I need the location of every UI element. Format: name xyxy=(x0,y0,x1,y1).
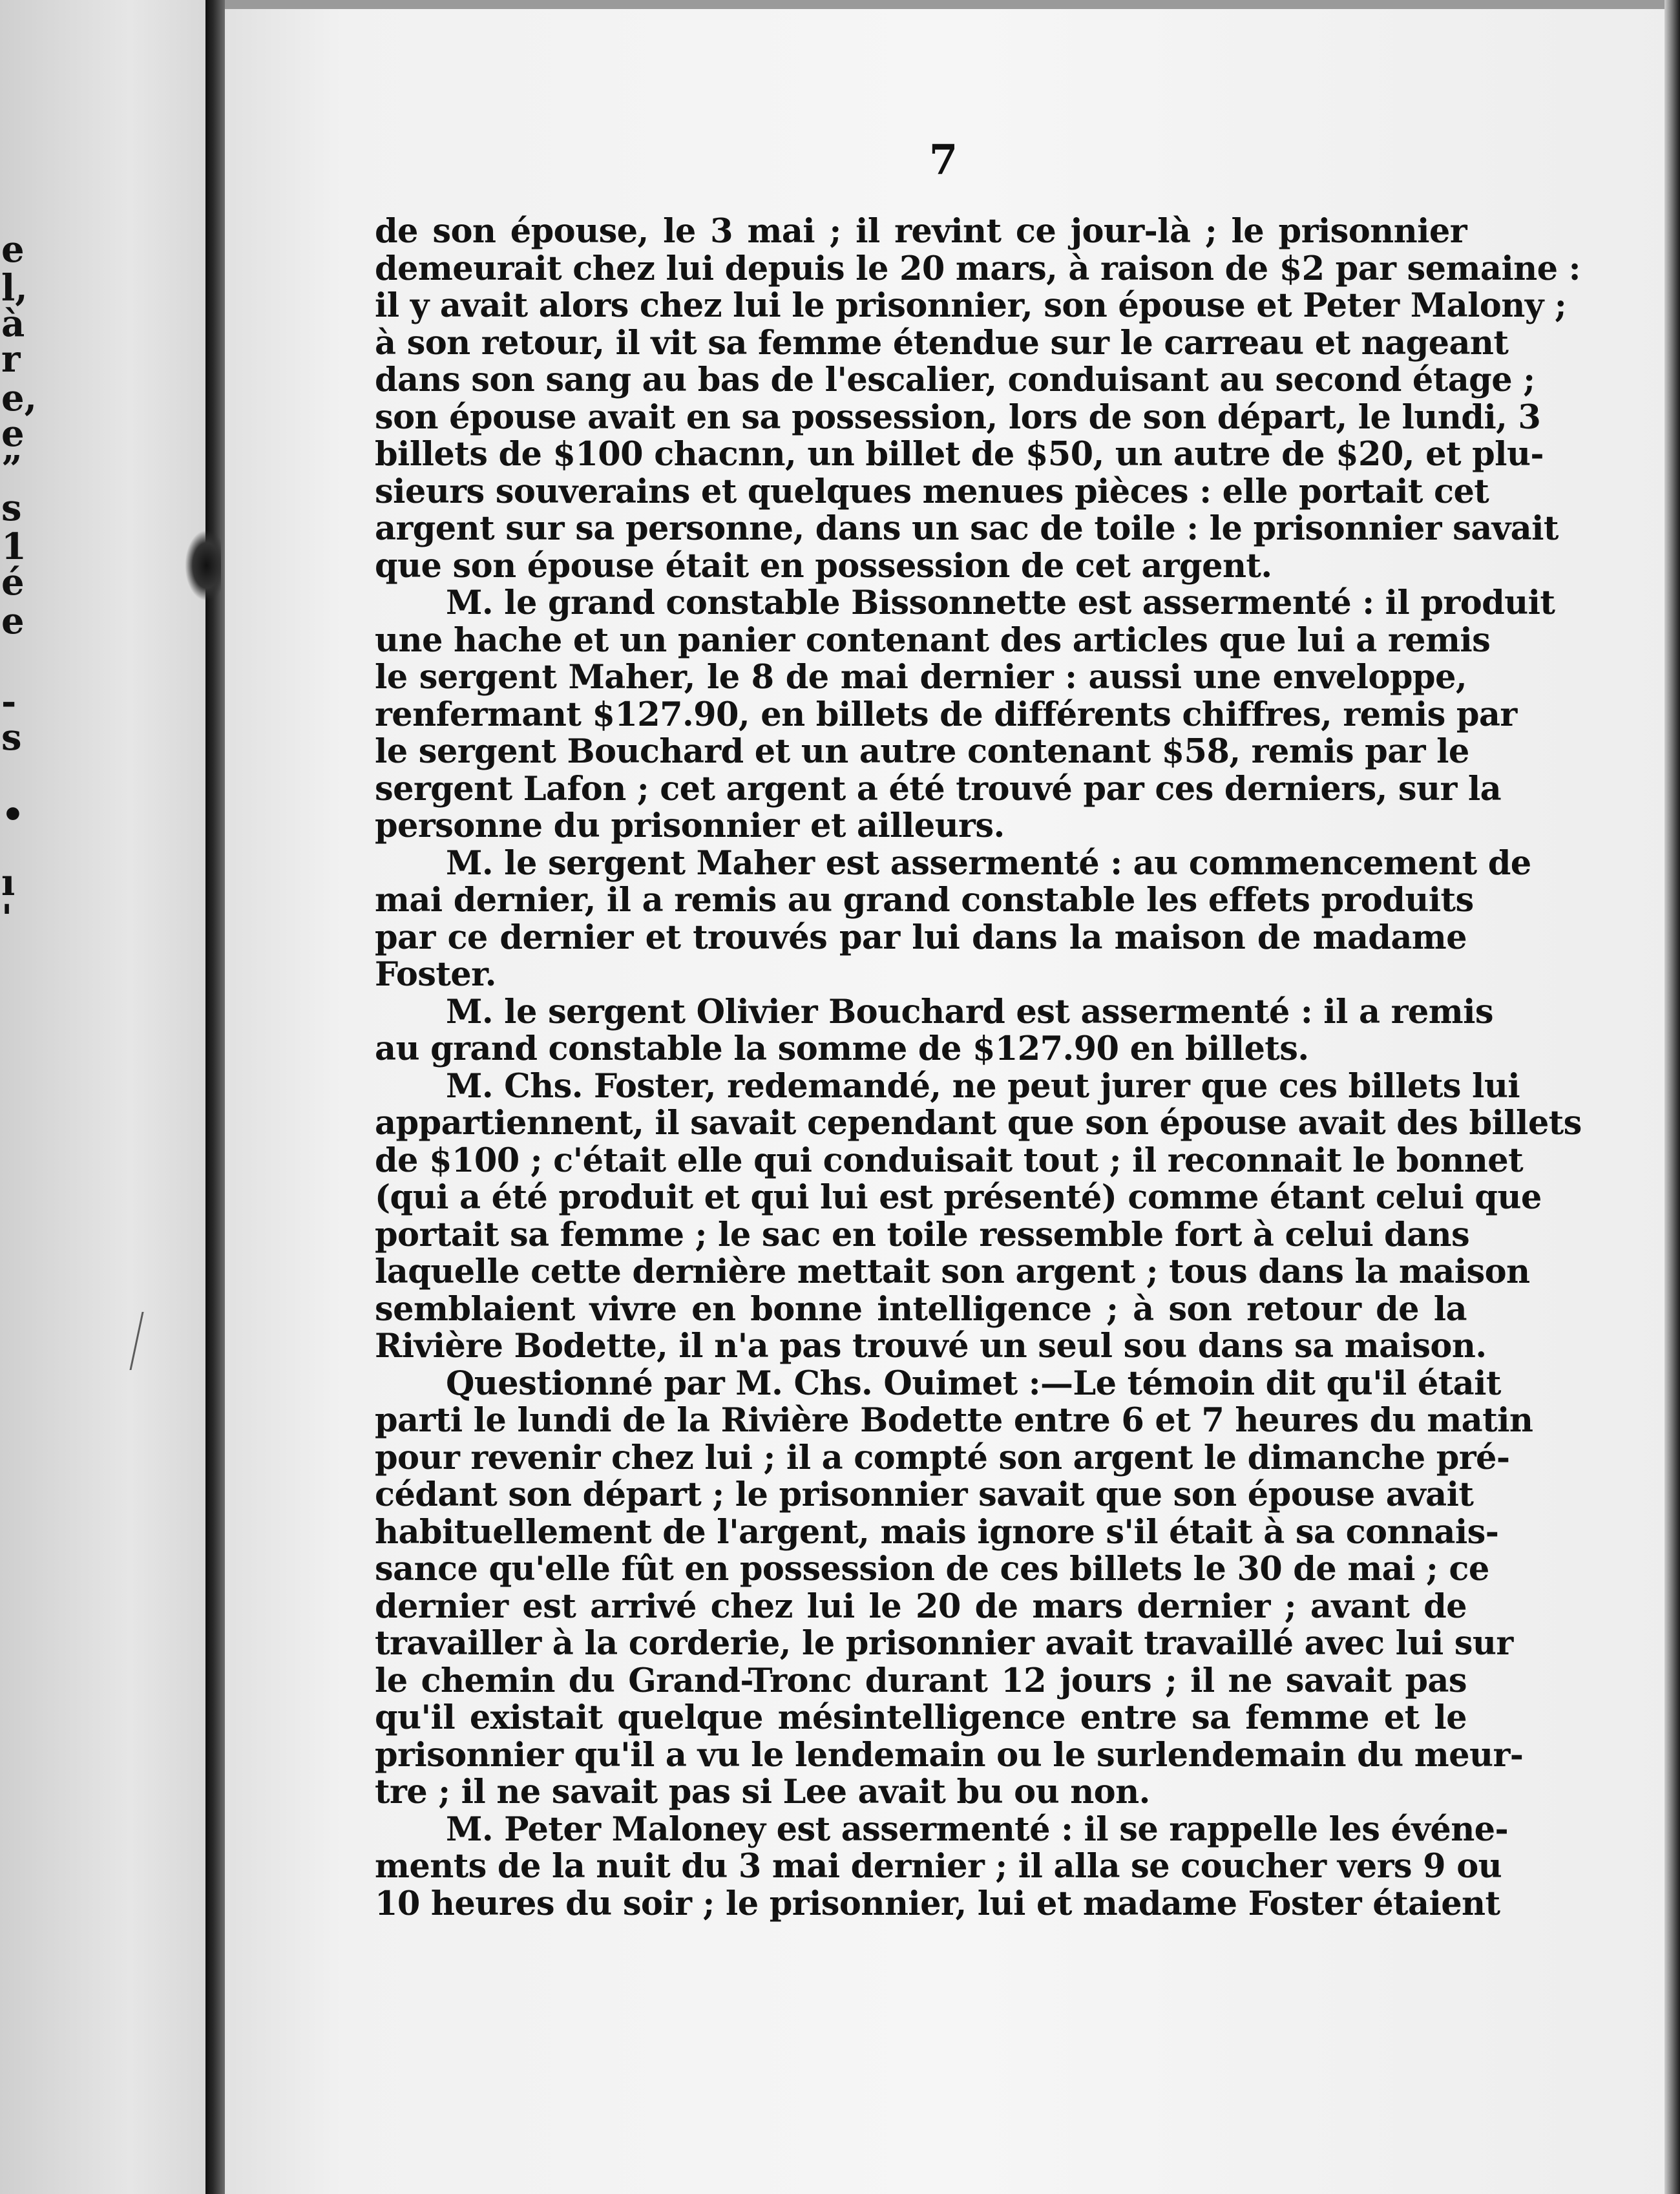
page-right-edge xyxy=(1664,0,1680,2194)
text-line: demeurait chez lui depuis le 20 mars, à raison de $2 par semaine : xyxy=(375,249,1580,288)
bleed-glyph: e xyxy=(1,600,25,642)
bleed-glyph: s xyxy=(1,487,22,529)
text-line: Questionné par M. Chs. Ouimet :—Le témoin dit qu'il était xyxy=(446,1364,1501,1403)
text-line: à son retour, il vit sa femme étendue sur le carreau et nageant xyxy=(375,323,1509,363)
text-line: au grand constable la somme de $127.90 en billets. xyxy=(375,1029,1309,1068)
text-line: sieurs souverains et quelques menues pièces : elle portait cet xyxy=(375,472,1489,511)
text-line: pour revenir chez lui ; il a compté son argent le dimanche pré- xyxy=(375,1438,1510,1477)
bleed-glyph: r xyxy=(1,338,21,381)
text-line: M. le sergent Olivier Bouchard est assermenté : il a remis xyxy=(446,992,1493,1031)
text-line: le chemin du Grand-Tronc durant 12 jours ; il ne savait pas xyxy=(375,1661,1467,1700)
text-line: dans son sang au bas de l'escalier, conduisant au second étage ; xyxy=(375,361,1535,399)
paragraph xyxy=(375,992,1493,1068)
bleed-glyph: • xyxy=(1,794,25,836)
paragraph xyxy=(375,1809,1509,1923)
text-line: M. le sergent Maher est assermenté : au commencement de xyxy=(446,843,1531,883)
paragraph xyxy=(375,843,1531,994)
text-line: son épouse avait en sa possession, lors de son départ, le lundi, 3 xyxy=(375,397,1541,437)
text-line: (qui a été produit et qui lui est présenté) comme étant celui que xyxy=(375,1178,1542,1217)
text-line: ments de la nuit du 3 mai dernier ; il alla se coucher vers 9 ou xyxy=(375,1847,1502,1886)
text-line: parti le lundi de la Rivière Bodette entre 6 et 7 heures du matin xyxy=(375,1401,1533,1440)
bleed-glyph: é xyxy=(1,561,25,604)
bleed-glyph: ' xyxy=(1,897,13,940)
text-line: mai dernier, il a remis au grand constable les effets produits xyxy=(375,881,1474,920)
paragraph xyxy=(375,1364,1533,1811)
paragraph xyxy=(375,1066,1582,1366)
text-line: M. Peter Maloney est assermenté : il se rappelle les événe- xyxy=(446,1809,1509,1849)
ink-blot xyxy=(185,530,221,601)
text-line: M. Chs. Foster, redemandé, ne peut jurer que ces billets lui xyxy=(446,1066,1520,1106)
text-line: Foster. xyxy=(375,955,496,994)
bleed-glyph: e, xyxy=(1,377,37,419)
text-line: Rivière Bodette, il n'a pas trouvé un seul sou dans sa maison. xyxy=(375,1327,1487,1366)
bleed-glyph: 1 xyxy=(1,525,26,568)
page-number: 7 xyxy=(929,136,958,184)
text-line: il y avait alors chez lui le prisonnier, son épouse et Peter Malony ; xyxy=(375,286,1567,325)
text-line: habituellement de l'argent, mais ignore s'il était à sa connais- xyxy=(375,1512,1499,1552)
bleed-glyph: - xyxy=(1,680,17,723)
text-line: que son épouse était en possession de cet argent. xyxy=(375,546,1272,585)
bleed-glyph: à xyxy=(1,302,25,345)
text-line: billets de $100 chacnn, un billet de $50, un autre de $20, et plu- xyxy=(375,435,1544,474)
text-line: 10 heures du soir ; le prisonnier, lui et madame Foster étaient xyxy=(375,1884,1500,1923)
text-line: de son épouse, le 3 mai ; il revint ce jour-là ; le prisonnier xyxy=(375,212,1467,251)
text-line: sergent Lafon ; cet argent a été trouvé par ces derniers, sur la xyxy=(375,769,1502,808)
text-line: qu'il existait quelque mésintelligence entre sa femme et le xyxy=(375,1698,1467,1737)
text-line: de $100 ; c'était elle qui conduisait tout ; il reconnait le bonnet xyxy=(375,1141,1524,1180)
text-line: une hache et un panier contenant des articles que lui a remis xyxy=(375,620,1491,660)
text-line: tre ; il ne savait pas si Lee avait bu ou non. xyxy=(375,1773,1150,1811)
text-line: renfermant $127.90, en billets de différents chiffres, remis par xyxy=(375,695,1517,734)
text-line: sance qu'elle fût en possession de ces billets le 30 de mai ; ce xyxy=(375,1550,1489,1588)
book-gutter xyxy=(205,0,225,2194)
bleed-glyph: l, xyxy=(1,267,28,310)
page-top-edge xyxy=(225,0,1680,9)
text-line: le sergent Bouchard et un autre contenant $58, remis par le xyxy=(375,732,1469,771)
text-line: M. le grand constable Bissonnette est assermenté : il produit xyxy=(446,584,1555,622)
bleed-glyph: ” xyxy=(1,448,23,490)
text-line: par ce dernier et trouvés par lui dans la maison de madame xyxy=(375,918,1467,957)
body-text xyxy=(375,212,1582,1923)
text-line: appartiennent, il savait cependant que son épouse avait des billets xyxy=(375,1104,1582,1143)
text-line: prisonnier qu'il a vu le lendemain ou le surlendemain du meur- xyxy=(375,1735,1524,1775)
bleed-glyph: e xyxy=(1,412,25,455)
text-line: argent sur sa personne, dans un sac de toile : le prisonnier savait xyxy=(375,509,1559,548)
text-line: portait sa femme ; le sac en toile ressemble fort à celui dans xyxy=(375,1215,1470,1254)
text-line: dernier est arrivé chez lui le 20 de mars dernier ; avant de xyxy=(375,1587,1467,1626)
bleed-glyph: s xyxy=(1,716,22,759)
facing-page-margin xyxy=(0,0,216,2194)
text-line: personne du prisonnier et ailleurs. xyxy=(375,807,1005,845)
bleed-glyph: ı xyxy=(1,861,16,904)
text-line: travailler à la corderie, le prisonnier avait travaillé avec lui sur xyxy=(375,1624,1513,1663)
paragraph xyxy=(375,584,1555,845)
bleed-glyph: e xyxy=(1,228,25,271)
paragraph xyxy=(375,212,1580,585)
text-line: laquelle cette dernière mettait son argent ; tous dans la maison xyxy=(375,1252,1530,1291)
text-line: le sergent Maher, le 8 de mai dernier : aussi une enveloppe, xyxy=(375,658,1467,697)
text-line: semblaient vivre en bonne intelligence ; à son retour de la xyxy=(375,1289,1467,1329)
text-line: cédant son départ ; le prisonnier savait que son épouse avait xyxy=(375,1475,1474,1514)
